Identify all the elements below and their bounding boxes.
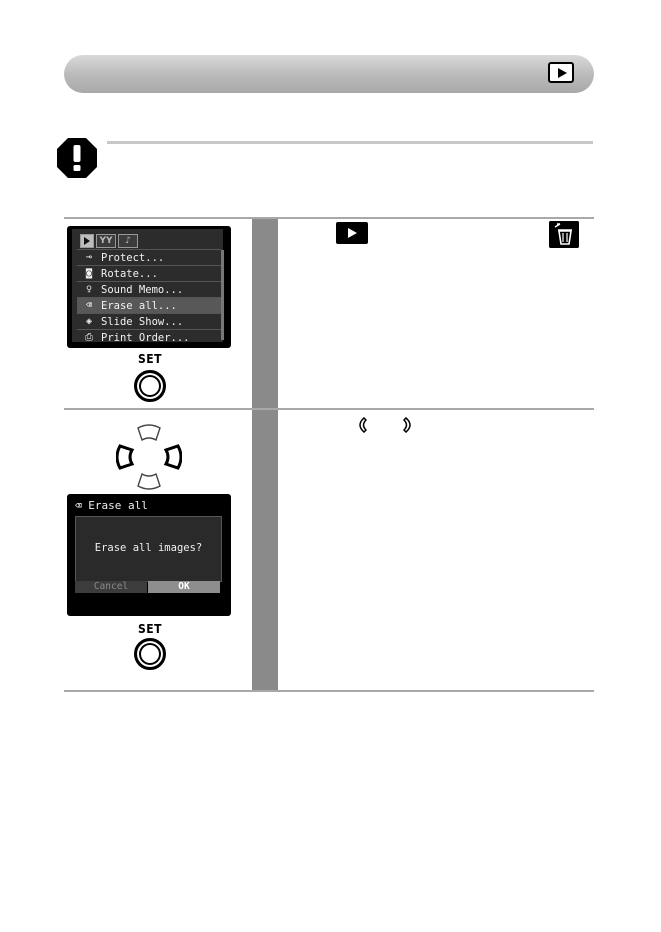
menu-item-slide-show[interactable]: ◈ Slide Show...: [77, 313, 221, 330]
erase-all-dialog-screen: [67, 494, 231, 616]
menu-item-erase-all[interactable]: ⌫ Erase all...: [77, 297, 221, 314]
setup-tab[interactable]: ΥΥ: [96, 234, 116, 248]
my-camera-tab[interactable]: ♪: [118, 234, 138, 248]
dialog-message: Erase all images?: [94, 542, 203, 554]
microphone-icon: ♀: [85, 284, 93, 295]
omni-selector-left-right-icon: [116, 424, 182, 490]
erase-all-icon: [549, 221, 579, 248]
cancel-button[interactable]: Cancel: [75, 581, 147, 593]
step-divider-top: [64, 217, 594, 219]
step-divider-bottom: [64, 690, 594, 692]
step-divider-middle: [64, 408, 594, 410]
erase-all-icon: ⌫: [75, 499, 82, 512]
print-order-icon: ⎙: [85, 332, 93, 343]
menu-item-protect[interactable]: ⊸ Protect...: [77, 249, 221, 266]
set-label: SET: [138, 352, 163, 366]
menu-item-rotate[interactable]: ◙ Rotate...: [77, 265, 221, 282]
slideshow-icon: ◈: [85, 316, 93, 327]
set-button[interactable]: [134, 370, 166, 402]
playback-button-icon: [336, 222, 368, 244]
right-button-icon: [403, 417, 415, 433]
playback-menu-screen: [67, 226, 231, 348]
caution-divider: [107, 141, 593, 144]
section-title-bar: [64, 55, 594, 93]
ok-button[interactable]: OK: [148, 581, 220, 593]
menu-scrollbar: [221, 250, 224, 340]
play-tab[interactable]: [80, 234, 94, 248]
caution-icon: [55, 136, 99, 180]
menu-item-sound-memo[interactable]: ♀ Sound Memo...: [77, 281, 221, 298]
set-label: SET: [138, 622, 163, 636]
dialog-body: [75, 516, 222, 582]
dialog-title: Erase all: [88, 499, 148, 512]
playback-mode-icon: [548, 62, 574, 83]
erase-all-icon: ⌫: [85, 300, 93, 311]
step-1-strip: [252, 219, 278, 408]
menu-item-print-order[interactable]: ⎙ Print Order...: [77, 329, 221, 343]
protect-key-icon: ⊸: [85, 252, 93, 263]
rotate-icon: ◙: [85, 268, 93, 279]
left-button-icon: [355, 417, 367, 433]
step-2-strip: [252, 410, 278, 690]
set-button[interactable]: [134, 638, 166, 670]
